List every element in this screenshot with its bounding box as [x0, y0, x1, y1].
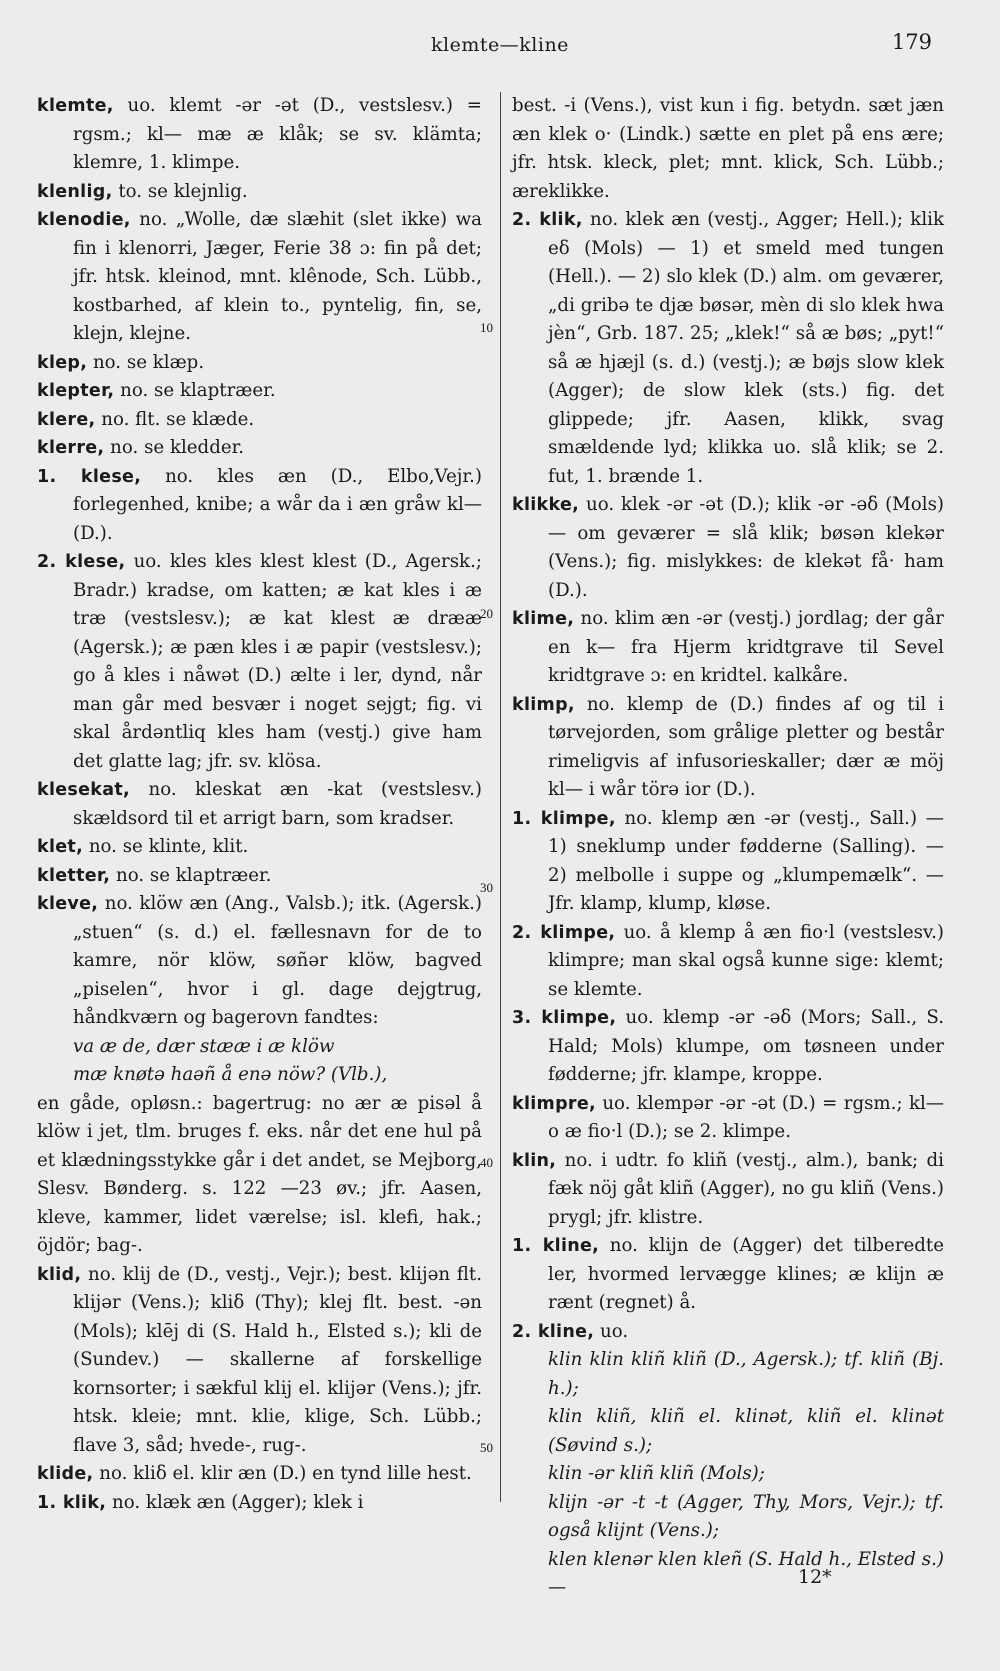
entry-headword: klimp,: [512, 694, 575, 715]
entry-definition: no. i udtr. fo kliñ (vestj., alm.), bank; di fæk nöj gåt kliñ (Agger), no gu kliñ (Vens.) prygl; jfr. klistre.: [548, 1149, 944, 1228]
dictionary-entry: [37, 548, 482, 776]
dictionary-entry: [512, 1090, 944, 1147]
entry-definition: to. se klejnlig.: [112, 180, 248, 202]
entry-headword: klemte,: [37, 96, 114, 116]
inflection-line: klin klin kliñ kliñ (D., Agersk.); tf. kliñ (Bj. h.);: [548, 1349, 944, 1399]
dictionary-entry: [37, 776, 482, 833]
entry-headword: 1. klimpe,: [512, 808, 616, 829]
dictionary-entry: [37, 377, 482, 406]
entry-headword: 2. klimpe,: [512, 922, 616, 943]
entry-headword: klesekat,: [37, 780, 130, 800]
entry-definition: uo. å klemp å æn fio·l (vestslesv.) klimpre; man skal også kunne sige: klemt; se klemte.: [548, 921, 944, 1000]
dictionary-entry: [512, 1318, 944, 1347]
dictionary-entry: [512, 1147, 944, 1233]
dictionary-entry: [37, 178, 482, 207]
entry-headword: klep,: [37, 352, 88, 373]
entry-definition: no. kliδ el. klir æn (D.) en tynd lille hest.: [93, 1463, 472, 1484]
dictionary-entry: [37, 349, 482, 378]
line-number: 20: [480, 606, 493, 621]
page-number: 179: [891, 30, 932, 54]
entry-continuation: best. -i (Vens.), vist kun i fig. betydn. sæt jæn æn klek o· (Lindk.) sætte en plet på ens ære; jfr. htsk. kleck, plet; mnt. klick, Sch. Lübb.; æreklikke.: [512, 95, 944, 202]
entry-continuation: en gåde, opløsn.: bagertrug: no ær æ pisəl å klöw i jet, tlm. bruges f. eks. når det ene hul på et klædningsstykke går i det andet, se Mejborg, Slesv. Bønderg. s. 122 —23 øv.; jfr. Aasen, kleve, kammer, lidet værelse; isl. klefi, hak.; öjdör; bag-.: [37, 1092, 482, 1256]
entry-definition: no. kles æn (D., Elbo,Vejr.) forlegenhed, knibe; a wår da i æn gråw kl— (D.).: [73, 465, 482, 544]
entry-definition: uo. klemt -ər -ət (D., vestslesv.) = rgsm.; kl— mæ æ klåk; se sv. klämta; klemre, 1. klimpe.: [73, 95, 482, 173]
dictionary-entry: [37, 406, 482, 435]
entry-definition: no. klæk æn (Agger); klek i: [106, 1491, 364, 1513]
dictionary-entry: [512, 805, 944, 919]
entry-headword: klepter,: [37, 381, 115, 401]
dictionary-entry: [512, 206, 944, 491]
entry-headword: 2. kline,: [512, 1321, 595, 1342]
dictionary-entry: [512, 1232, 944, 1318]
entry-definition: no. se klaptræer.: [110, 864, 272, 886]
dictionary-entry: [37, 1261, 482, 1461]
entry-headword: 1. klese,: [37, 466, 142, 487]
entry-headword: klin,: [512, 1150, 557, 1171]
line-number: 50: [480, 1440, 493, 1455]
verse-line: va æ de, dær stææ i æ klöw: [73, 1035, 335, 1057]
dictionary-entry: [37, 1460, 482, 1489]
entry-headword: klide,: [37, 1464, 94, 1484]
entry-definition: no. „Wolle, dæ slæhit (slet ikke) wa fin i klenorri, Jæger, Ferie 38 ɔ: fin på det; jfr. htsk. kleinod, mnt. klênode, Sch. Lübb., kostbarhed, af klein to., pyntelig, fin, se, klejn, klejne.: [73, 209, 482, 344]
entry-definition: no. klij de (D., vestj., Vejr.); best. klijən flt. klijər (Vens.); kliδ (Thy); klej flt. best. -ən (Mols); klēj di (S. Hald h., Elsted s.); kli de (Sundev.) — skallerne af forskellige kornsorter; i sækful klij el. klijər (Vens.); jfr. htsk. kleie; mnt. klie, klige, Sch. Lübb.; flave 3, såd; hvede-, rug-.: [73, 1263, 482, 1456]
entry-headword: klime,: [512, 609, 575, 629]
entry-headword: kletter,: [37, 865, 111, 886]
dictionary-entry: [37, 1489, 482, 1518]
entry-definition: no. se klaptræer.: [114, 380, 276, 401]
dictionary-entry: [37, 92, 482, 178]
entry-headword: 2. klese,: [37, 552, 126, 572]
entry-definition: uo. klemp -ər -əδ (Mors; Sall., S. Hald; Mols) klumpe, om tøsneen under fødderne; jfr. klampe, kroppe.: [548, 1007, 944, 1085]
dictionary-entry: [37, 833, 482, 862]
entry-headword: klenodie,: [37, 210, 131, 230]
entry-headword: 3. klimpe,: [512, 1008, 617, 1028]
entry-headword: kleve,: [37, 894, 99, 914]
dictionary-entry: [512, 691, 944, 805]
entry-headword: klikke,: [512, 495, 580, 515]
inflection-line: klen klenər klen kleñ (S. Hald h., Elsted s.) —: [548, 1548, 944, 1598]
dictionary-entry: [512, 1004, 944, 1090]
inflection-line: klijn -ər -t -t (Agger, Thy, Mors, Vejr.); tf. også klijnt (Vens.);: [548, 1491, 944, 1541]
dictionary-entry: [37, 434, 482, 463]
entry-definition: no. se kledder.: [104, 437, 245, 458]
entry-definition: no. klim æn -ər (vestj.) jordlag; der går en k— fra Hjerm kridtgrave til Sevel kridtgrave ɔ: en kridtel. kalkåre.: [548, 608, 944, 686]
entry-definition: no. klek æn (vestj., Agger; Hell.); klik eδ (Mols) — 1) et smeld med tungen (Hell.). — 2) slo klek (D.) alm. om geværer, „di gribə te djæ bøsər, mèn di slo klek hwa jèn“, Grb. 187. 25; „klek!“ så æ bøs; „pyt!“ så æ hjæjl (s. d.) (vestj.); æ bøjs slow klek (Agger); de slow klek (sts.) fig. det glippede; jfr. Aasen, klikk, svag smældende lyd; klikka uo. slå klik; se 2. fut, 1. brænde 1.: [548, 209, 944, 487]
running-head: klemte—kline: [431, 34, 569, 56]
dictionary-entry: [37, 890, 482, 1033]
dictionary-entry: [512, 491, 944, 605]
dictionary-entry: [37, 463, 482, 549]
entry-headword: klid,: [37, 1264, 82, 1285]
inflection-line: klin -ər kliñ kliñ (Mols);: [548, 1463, 765, 1484]
entry-headword: klenlig,: [37, 181, 113, 202]
column-divider: [500, 92, 501, 1502]
entry-headword: klerre,: [37, 438, 105, 458]
entry-definition: uo. kles kles klest klest (D., Agersk.; Bradr.) kradse, om katten; æ kat kles i æ træ (vestslesv.); æ kat klest æ drææ (Agersk.); æ pæn kles i æ papir (vestslesv.); go å kles i nåwət (D.) ælte i ler, dynd, når man går med besvær i noget sejgt; fig. vi skal årdəntliq kles ham (vestj.) give ham det glatte lag; jfr. sv. klösa.: [73, 551, 482, 772]
entry-definition: no. klöw æn (Ang., Valsb.); itk. (Agersk.) „stuen“ (s. d.) el. fællesnavn for de to kamre, nör klöw, søñər klöw, bagved „piselen“, hvor i gl. dage dejgtrug, håndkværn og bagerovn fandtes:: [73, 893, 482, 1028]
entry-headword: klere,: [37, 409, 96, 430]
entry-definition: no. kleskat æn -kat (vestslesv.) skældsord til et arrigt barn, som kradser.: [73, 779, 482, 829]
right-column: [512, 92, 944, 1603]
entry-definition: no. klemp æn -ər (vestj., Sall.) — 1) sneklump under fødderne (Salling). — 2) melbolle i suppe og „klumpemælk“. — Jfr. klamp, klump, kløse.: [548, 807, 944, 914]
entry-definition: uo. klek -ər -ət (D.); klik -ər -əδ (Mols) — om geværer = slå klik; bøsən klekər (Vens.); fig. mislykkes: de klekət få· ham (D.).: [548, 494, 944, 601]
entry-headword: 2. klik,: [512, 210, 583, 230]
entry-headword: 1. kline,: [512, 1236, 600, 1256]
entry-headword: klimpre,: [512, 1093, 596, 1114]
signature-mark: 12*: [798, 1566, 832, 1588]
dictionary-entry: [37, 862, 482, 891]
dictionary-entry: [37, 206, 482, 349]
entry-definition: no. se klæp.: [87, 351, 205, 373]
entry-headword: 1. klik,: [37, 1492, 107, 1513]
entry-definition: uo.: [594, 1320, 629, 1342]
entry-definition: no. se klinte, klit.: [83, 836, 249, 857]
dictionary-entry: [512, 919, 944, 1005]
dictionary-entry: [512, 605, 944, 691]
verse-line: mæ knøtə haəñ å enə nöw? (Vlb.),: [73, 1064, 388, 1085]
inflection-line: klin kliñ, kliñ el. klinət, kliñ el. klinət (Søvind s.);: [548, 1406, 944, 1456]
line-number: 40: [480, 1155, 493, 1170]
entry-definition: no. flt. se klæde.: [95, 408, 255, 430]
entry-definition: no. klemp de (D.) findes af og til i tørvejorden, som grålige pletter og består rimeligvis af infusorieskaller; dær æ möj kl— i wår törə ior (D.).: [548, 693, 944, 800]
left-column: [37, 92, 482, 1517]
line-number: 30: [480, 880, 493, 895]
line-number: 10: [480, 320, 493, 335]
entry-headword: klet,: [37, 837, 84, 857]
entry-definition: no. klijn de (Agger) det tilberedte ler, hvormed lervægge klines; æ klijn æ rænt (regnet) å.: [548, 1235, 944, 1313]
entry-definition: uo. klempər -ər -ət (D.) = rgsm.; kl— o æ fio·l (D.); se 2. klimpe.: [548, 1092, 944, 1142]
